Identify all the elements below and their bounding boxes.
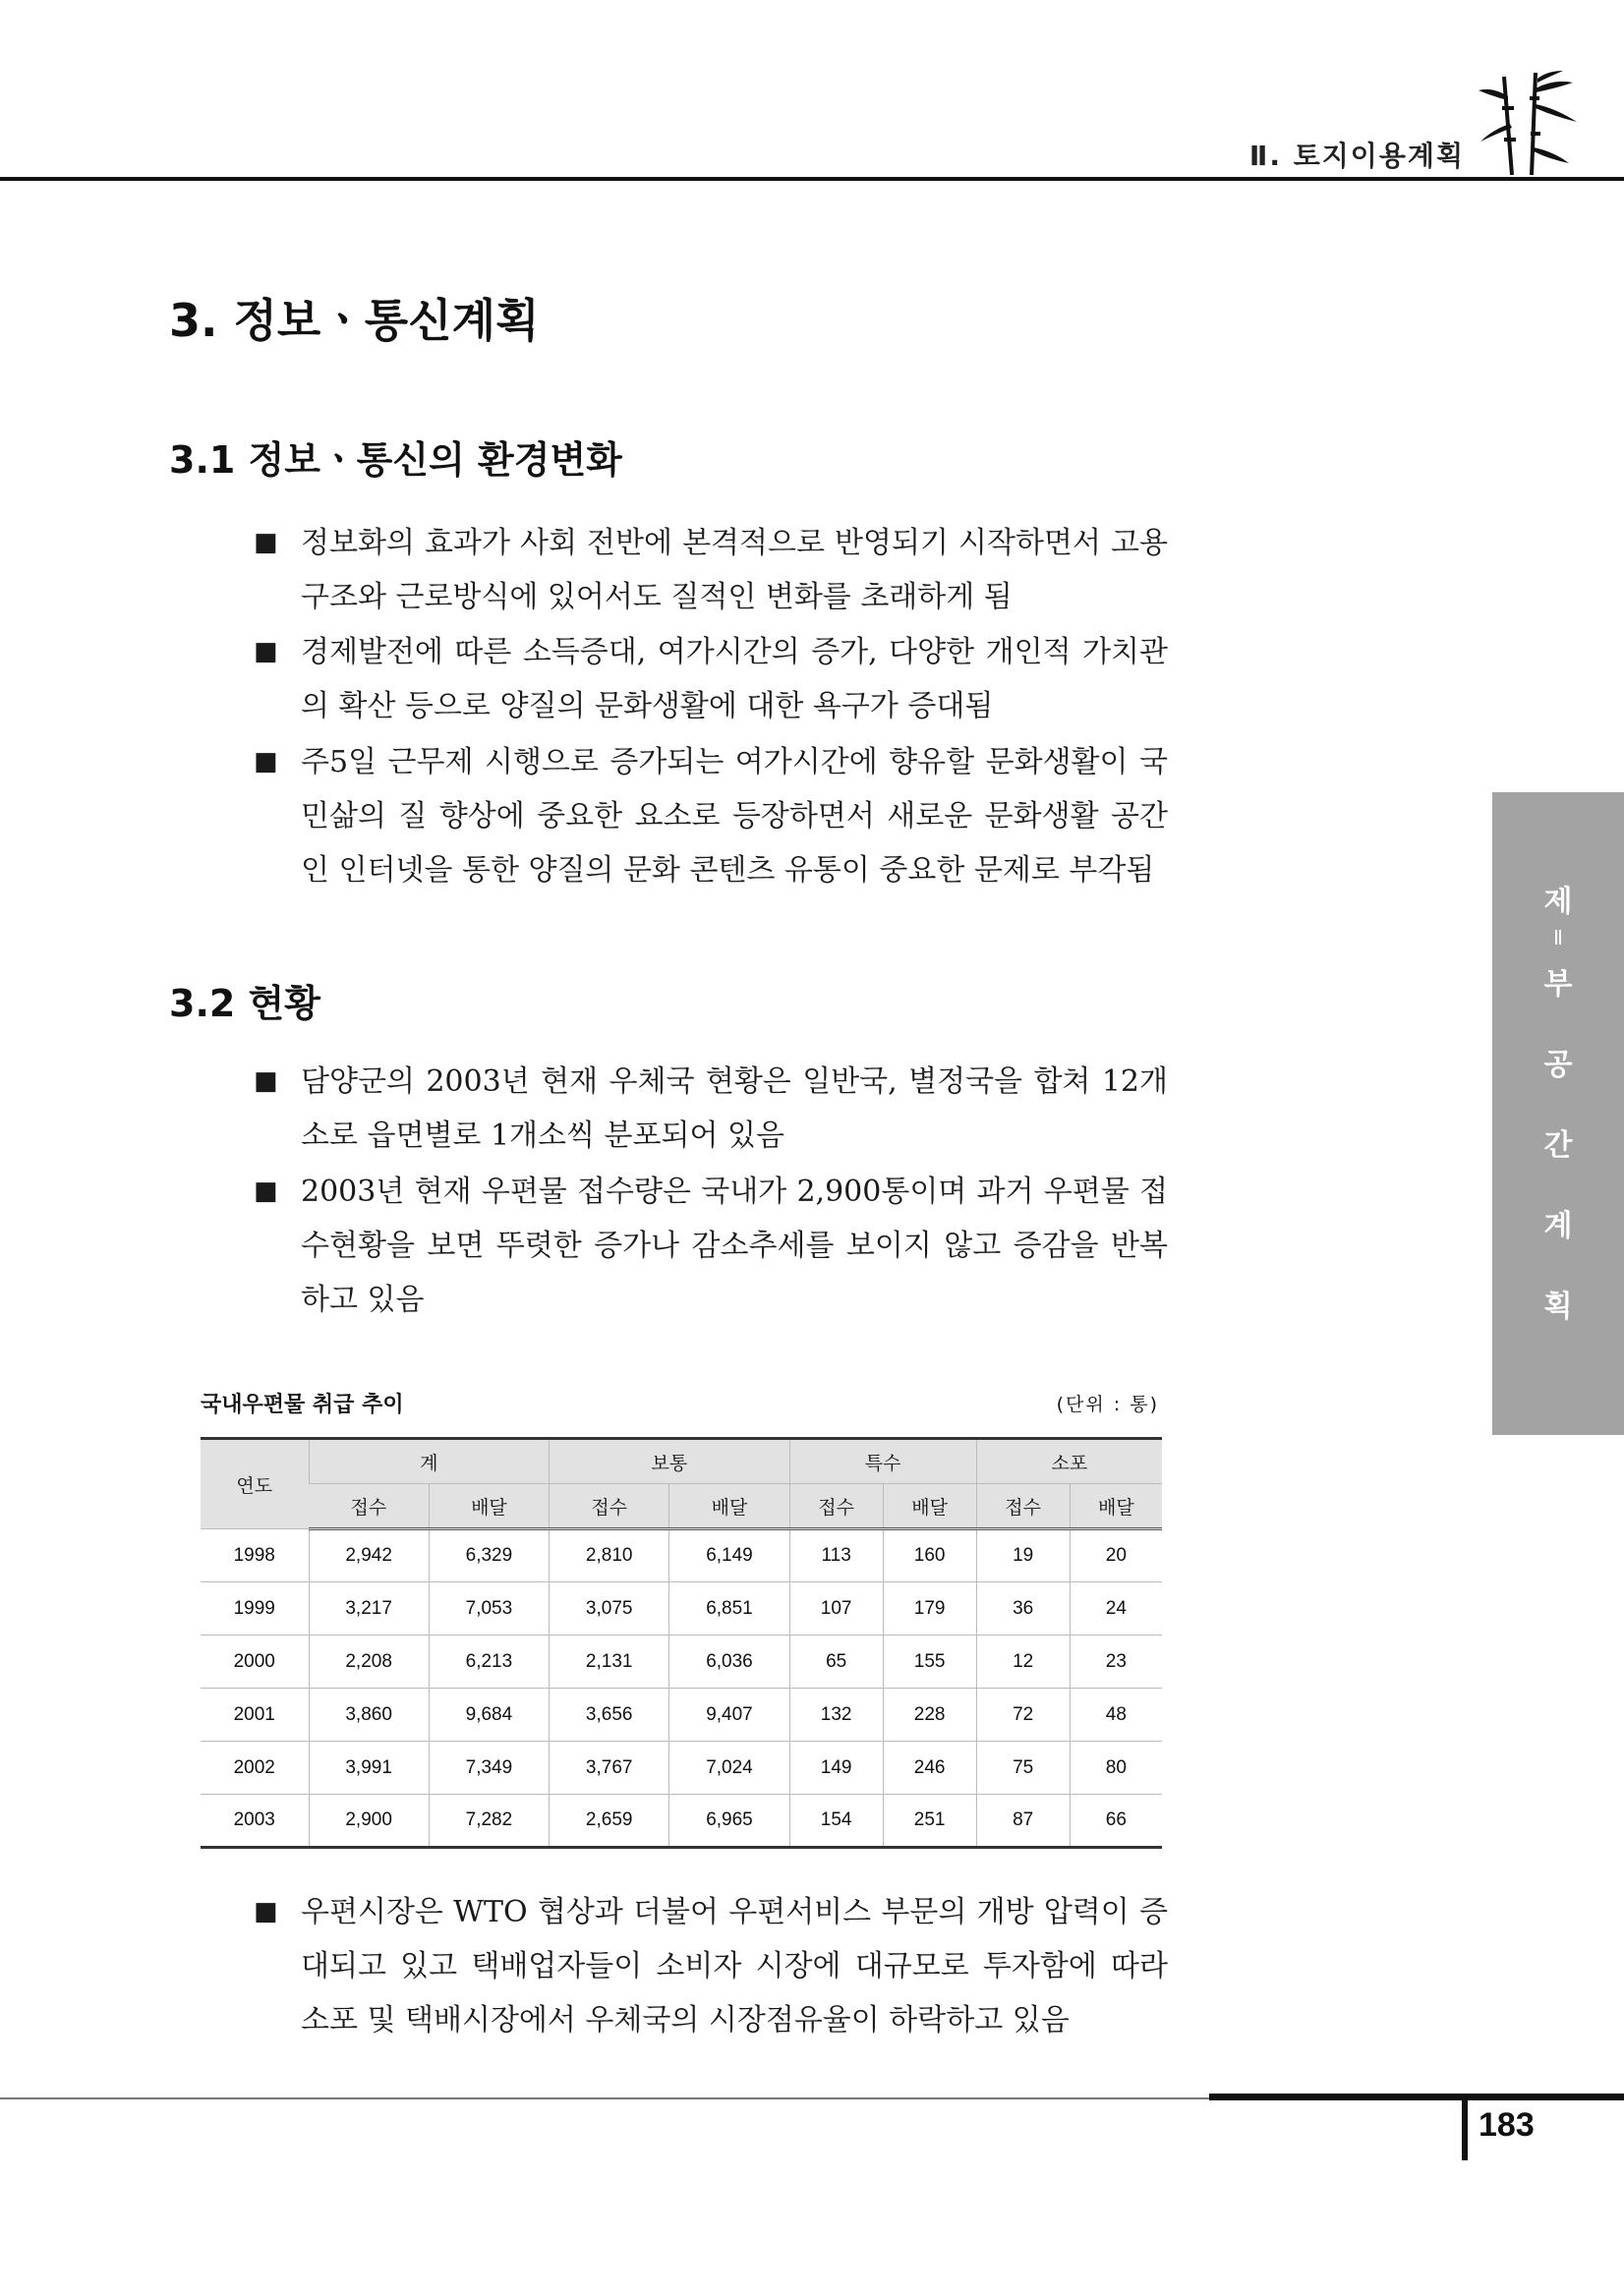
bullet-text: 정보화의 효과가 사회 전반에 본격적으로 반영되기 시작하면서 고용구조와 근로방식에 있어서도 질적인 변화를 초래하게 됨: [301, 526, 1168, 614]
table-cell: 6,851: [669, 1582, 789, 1636]
bullet-text: 담양군의 2003년 현재 우체국 현황은 일반국, 별정국을 합쳐 12개소로 읍면별로 1개소씩 분포되어 있음: [301, 1064, 1168, 1153]
side-tab-char: 간: [1543, 1128, 1573, 1163]
subheader-delivered: 배달: [429, 1484, 549, 1529]
table-row: [201, 1582, 1162, 1636]
table-cell: 2,131: [550, 1636, 669, 1689]
group-header-parcel: 소포: [976, 1439, 1162, 1484]
subheader-delivered: 배달: [883, 1484, 976, 1529]
table-cell: 72: [976, 1689, 1070, 1742]
chapter-heading: 3. 정보ㆍ통신계획: [169, 294, 540, 347]
side-tab-char: Ⅱ: [1553, 926, 1563, 949]
table-cell: 2003: [201, 1795, 309, 1848]
table-cell: 12: [976, 1636, 1070, 1689]
table-cell: 6,329: [429, 1529, 549, 1582]
table-cell: 6,965: [669, 1795, 789, 1848]
table-cell: 3,991: [309, 1742, 429, 1795]
bullet-marker: ■: [254, 1897, 278, 1926]
table-cell: 251: [883, 1795, 976, 1848]
table-cell: 2,810: [550, 1529, 669, 1582]
page-number: 183: [1479, 2106, 1535, 2144]
bullet-text: 2003년 현재 우편물 접수량은 국내가 2,900통이며 과거 우편물 접수현황을 보면 뚜렷한 증가나 감소추세를 보이지 않고 증감을 반복하고 있음: [301, 1175, 1168, 1317]
side-tab-char: 제: [1543, 885, 1573, 919]
table-row: [201, 1689, 1162, 1742]
table-cell: 3,860: [309, 1689, 429, 1742]
group-header-regular: 보통: [550, 1439, 790, 1484]
table-cell: 1998: [201, 1529, 309, 1582]
table-cell: 113: [789, 1529, 883, 1582]
table-cell: 7,282: [429, 1795, 549, 1848]
table-row: [201, 1795, 1162, 1848]
section-heading-3-1: 3.1 정보ㆍ통신의 환경변화: [169, 438, 622, 482]
table-cell: 154: [789, 1795, 883, 1848]
table-cell: 2,900: [309, 1795, 429, 1848]
table-cell: 7,349: [429, 1742, 549, 1795]
bullet-item: [254, 735, 1168, 897]
side-tab-char: 공: [1543, 1048, 1573, 1082]
table-cell: 48: [1070, 1689, 1162, 1742]
table-caption: 국내우편물 취급 추이: [201, 1393, 404, 1417]
table-cell: 24: [1070, 1582, 1162, 1636]
table-cell: 7,053: [429, 1582, 549, 1636]
subheader-received: 접수: [789, 1484, 883, 1529]
bullet-text: 경제발전에 따른 소득증대, 여가시간의 증가, 다양한 개인적 가치관의 확산 등으로 양질의 문화생활에 대한 욕구가 증대됨: [301, 635, 1168, 723]
group-header-special: 특수: [789, 1439, 976, 1484]
bamboo-icon: [1475, 69, 1583, 177]
table-cell: 2000: [201, 1636, 309, 1689]
table-cell: 2,208: [309, 1636, 429, 1689]
table-cell: 6,213: [429, 1636, 549, 1689]
subheader-received: 접수: [976, 1484, 1070, 1529]
footer-rule-thick: [1209, 2094, 1624, 2100]
bullet-marker: ■: [254, 528, 278, 557]
bullet-marker: ■: [254, 1177, 278, 1206]
mail-volume-table: [201, 1437, 1162, 1849]
table-cell: 132: [789, 1689, 883, 1742]
table-cell: 149: [789, 1742, 883, 1795]
table-cell: 3,767: [550, 1742, 669, 1795]
table-cell: 20: [1070, 1529, 1162, 1582]
table-cell: 6,036: [669, 1636, 789, 1689]
table-cell: 2,942: [309, 1529, 429, 1582]
chapter-side-tab: [1492, 792, 1624, 1435]
table-cell: 36: [976, 1582, 1070, 1636]
table-cell: 80: [1070, 1742, 1162, 1795]
bullet-text: 주5일 근무제 시행으로 증가되는 여가시간에 향유할 문화생활이 국민삶의 질 향상에 중요한 요소로 등장하면서 새로운 문화생활 공간인 인터넷을 통한 양질의 문화 콘텐츠 유통이 중요한 문제로 부각됨: [301, 745, 1168, 888]
year-header: 연도: [201, 1439, 309, 1529]
table-cell: 87: [976, 1795, 1070, 1848]
section-heading-3-2: 3.2 현황: [169, 982, 320, 1025]
footer-divider: [1462, 2094, 1468, 2160]
table-cell: 66: [1070, 1795, 1162, 1848]
table-cell: 7,024: [669, 1742, 789, 1795]
bullet-item: [254, 516, 1168, 624]
side-tab-char: 계: [1543, 1209, 1573, 1243]
table-cell: 107: [789, 1582, 883, 1636]
bullet-marker: ■: [254, 747, 278, 776]
subheader-received: 접수: [550, 1484, 669, 1529]
table-cell: 3,217: [309, 1582, 429, 1636]
header-rule: [0, 177, 1624, 181]
table-cell: 2001: [201, 1689, 309, 1742]
bullet-text: 우편시장은 WTO 협상과 더불어 우편서비스 부문의 개방 압력이 증대되고 있고 택배업자들이 소비자 시장에 대규모로 투자함에 따라 소포 및 택배시장에서 우체국의 시장점유율이 하락하고 있음: [301, 1895, 1168, 2038]
group-header-total: 계: [309, 1439, 550, 1484]
table-cell: 179: [883, 1582, 976, 1636]
table-cell: 3,075: [550, 1582, 669, 1636]
table-cell: 3,656: [550, 1689, 669, 1742]
table-cell: 9,684: [429, 1689, 549, 1742]
table-cell: 2,659: [550, 1795, 669, 1848]
subheader-delivered: 배달: [1070, 1484, 1162, 1529]
table-row: [201, 1742, 1162, 1795]
bullet-item: [254, 1885, 1168, 2047]
side-tab-char: 부: [1543, 967, 1573, 1002]
table-cell: 160: [883, 1529, 976, 1582]
footer-rule: [0, 2097, 1209, 2099]
table-cell: 1999: [201, 1582, 309, 1636]
table-cell: 2002: [201, 1742, 309, 1795]
table-cell: 75: [976, 1742, 1070, 1795]
bullet-marker: ■: [254, 637, 278, 666]
table-row: [201, 1529, 1162, 1582]
subheader-received: 접수: [309, 1484, 429, 1529]
table-cell: 9,407: [669, 1689, 789, 1742]
bullet-item: [254, 1055, 1168, 1163]
subheader-delivered: 배달: [669, 1484, 789, 1529]
table-cell: 19: [976, 1529, 1070, 1582]
bullet-item: [254, 625, 1168, 733]
table-cell: 65: [789, 1636, 883, 1689]
side-tab-char: 획: [1543, 1290, 1573, 1324]
table-cell: 23: [1070, 1636, 1162, 1689]
running-header: Ⅱ. 토지이용계획: [1248, 140, 1465, 172]
table-cell: 246: [883, 1742, 976, 1795]
table-row: [201, 1636, 1162, 1689]
table-cell: 155: [883, 1636, 976, 1689]
bullet-marker: ■: [254, 1066, 278, 1096]
table-cell: 6,149: [669, 1529, 789, 1582]
table-unit: (단위 : 통): [1056, 1394, 1159, 1415]
bullet-item: [254, 1165, 1168, 1327]
table-cell: 228: [883, 1689, 976, 1742]
